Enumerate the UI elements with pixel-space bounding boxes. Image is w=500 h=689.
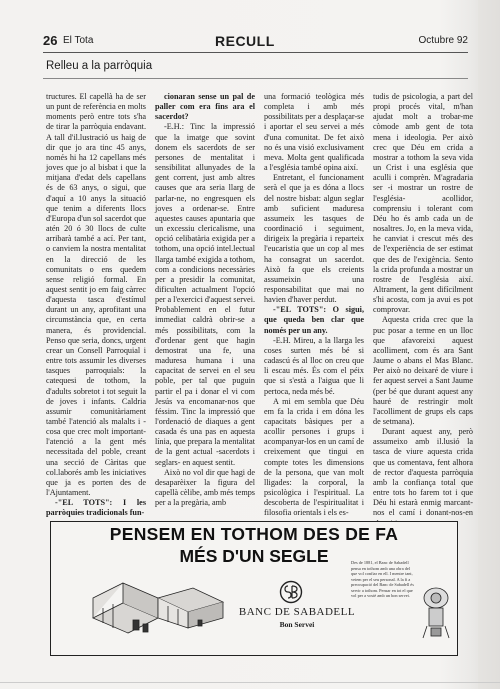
article-paragraph	[155, 92, 255, 122]
article-paragraph	[264, 173, 364, 305]
paragraph-text: Durant aquest any, però assumeixo amb il.lusió la tasca de viure aquesta crida que us comentava, fent alhora de rector d'aquesta parròquia amb la confiança total que entre tots ho farem tot i que Déu hi estarà enmig marcant-nos el camí i donant-nos-en	[373, 427, 473, 518]
publication-name: El Tota	[63, 35, 94, 46]
article-paragraph	[373, 315, 473, 427]
bank-tagline: Bon Servei	[279, 620, 315, 629]
article-paragraph	[264, 397, 364, 519]
article-paragraph	[264, 92, 364, 173]
article-column-3	[264, 92, 364, 519]
paragraph-text: -E.H. Mireu, a la llarga les coses surten més bé si cadascú és al lloc on creu que li escau més. És com el péix que si s'està a l'aigua que li pertoca, neda més bé.	[264, 335, 364, 396]
article-paragraph	[46, 498, 146, 518]
coin-machine-illustration	[419, 584, 453, 640]
interview-question: -"EL TOTS": O sigui, que queda ben clar que només per un any.	[264, 305, 364, 335]
ad-headline-line-1: PENSEM EN TOTHOM DES DE FA	[109, 524, 399, 544]
article-paragraph	[373, 92, 473, 315]
paragraph-text: una formació teològica més completa i amb més possibilitats per a desplaçar-se i aportar el seu servei a més d'una comunitat. De fet això no és una visió exclusivament meva. Molta gent qualificada a l'església també opina així.	[264, 92, 364, 173]
subtitle-rule	[43, 78, 468, 79]
article-subtitle: Relleu a la parròquia	[46, 60, 153, 72]
page-number: 26	[43, 33, 58, 48]
bank-building-illustration	[83, 568, 233, 640]
article-column-1	[46, 92, 146, 519]
paragraph-text: A mi em sembla que Déu em fa la crida i em dóna les capacitats bàsiques per a acollir persones i grups i acompanyar-los en un camí de creixement que tingui en compte totes les dimensions de la persona, que van molt lligades: la corporal, la psicològica i l'espiritual. La descoberta de l'espiritualitat i filosofia orientals i els es-	[264, 396, 364, 518]
article-column-4	[373, 92, 473, 529]
interview-question: -"EL TOTS": I les parròquies tradicionals fun-	[46, 498, 146, 518]
next-page-bleed	[478, 0, 500, 689]
interview-question: cionaran sense un pal de paller com era fins ara el sacerdot?	[155, 92, 255, 122]
bank-logo-icon	[279, 580, 303, 604]
header-rule	[43, 52, 468, 53]
section-title: RECULL	[215, 33, 275, 49]
paragraph-text: -E.H.: Tinc la impressió que la imatge que sovint donem els sacerdots de ser persones de mentalitat i sensibilitat allunyades de la gent corrent, just amb altres causes que ara seria llarg de parlar-ne, no engresquen els joves a ordenar-se. Entre aquestes causes apuntaria que un excessiu clericalisme, una opció celibatària exigida per a tothom, una opció intel.lectual llarga també exigida a tothom, com a condicions necessàries per a presidir la comunitat, dificulten actualment l'opció per a l'exercici d'aquest servei. Probablement en el futur immediat caldrà obrir-se a més possibilitats, com la d'ordenar gent que hagin demostrat una fe, una maduresa humana i una capacitat de servei en el seu poble, per tal que puguin partir el pa i donar el vi com Jesús va encomanar-nos que féssim. Tinc la impressió que l'ordenació de diaques a gent casada és una pas en aquesta línia, que prepara la mentalitat de la gent actual -sacerdots i seglars- en aquest sentit.	[155, 122, 256, 467]
page-bottom-edge	[0, 682, 500, 683]
article-paragraph	[155, 122, 255, 467]
paragraph-text: Això no vol dir que hagi de desaparèixer la figura del capellà cèlibe, amb més temps per a la pregària, amb	[155, 467, 255, 508]
paragraph-text: tructures. El capellà ha de ser un punt de referència en molts moments però entre tots s'ha de tirar la parròquia endavant. A tall d'il.lustració us haig de dir que jo ara tinc 45 anys, només hi ha 12 capellans més joves que jo al bisbat i que la mitjana d'edat dels capellans és de 63 anys, o sigui, que d'aquí a 10 anys la situació que tenim a diferents llocs d'Europa d'un sol sacerdot que atén 20 ó 30 llocs de culte arribarà també a ací. Per tant, o canviem la nostra mentalitat en la direcció de les comunitats o ens quedem sense religió formal. En aquest sentit jo em faig càrrec d'aquesta tasca d'estímul durant un any, aprofitant una circumstància que, en certa manera, és providencial. Penso que seria, doncs, urgent crear un Consell Parroquial i entre tots assumir les diverses tasques parroquials: la catequesi de tothom, la d'adults sobretot i tot seguit la de joves i infants. Caldria assumir comunitàriament també l'atenció als malalts i -cosa que crec molt important- l'atenció a la gent més necessitada del poble, creant una secció de Càritas que col.laborés amb les iniciatives que ja es porten des de l'Ajuntament.	[46, 92, 146, 498]
paragraph-text: Aquesta crida crec que la puc posar a terme en un lloc que afavoreixi aquest acolliment, com és ara Sant Jaume o abans el Mas Blanc. Per això no deixaré de viure i fer aquest servei a Sant Jaume (per bé que durant aquest any hauré de restringir molt l'acolliment de grups els caps de setmana).	[373, 315, 473, 426]
ad-body-text: Des de 1881, el Banc de Sabadell pensa en tothom amb una obra del que vol confiar en ell. I mentre tant, veiem per el seu personal. A la fi a preocupació del Banc de Sabadell és servir a tothom. Pensar en tot el que vol per a vostè amb un bon servei.	[351, 560, 414, 598]
bank-name: BANC DE SABADELL	[238, 606, 356, 618]
page-header	[43, 33, 468, 51]
bank-advertisement	[50, 521, 458, 656]
article-paragraph	[373, 427, 473, 529]
article-paragraph	[264, 336, 364, 397]
issue-date: Octubre 92	[418, 35, 468, 46]
article-paragraph	[264, 305, 364, 335]
paragraph-text: Entretant, el funcionament serà el que ja es dóna a llocs del nostre bisbat: algun seglar amb suficient maduresa assumeix les tasques de coordinació i seguiment, dirigeix la pregària i reparteix l'eucaristia que un cop al mes ha consagrat un sacerdot. Això fa que els creients assumeixin una responsabilitat que mai no havien d'haver perdut.	[264, 173, 364, 305]
article-paragraph	[46, 92, 146, 498]
paragraph-text: tudis de psicologia, a part del propi procés vital, m'han ajudat molt a trobar-me còmode amb gent de tota mena i ideologia. Per això crec que Déu em crida a mostrar a tothom la seva vida un Crist i una església que aculli i comprèn. M'agradaria ser -i mostrar un rostre de l'església- acollidor, comprensiu i tolerant com Déu ho és amb cada un de nosaltres. Jo, en la meva vida, he canviat i crescut més des de l'experiència de ser estimat que des de l'exigència. Sento la crida profunda a mostrar un rostre de l'església així. Altrament, la gent difícilment s'hi acosta, com ja avui es pot comprovar.	[373, 92, 473, 315]
article-column-2	[155, 92, 255, 508]
ad-headline-line-2: MÉS D'UN SEGLE	[179, 546, 329, 566]
article-paragraph	[155, 468, 255, 509]
